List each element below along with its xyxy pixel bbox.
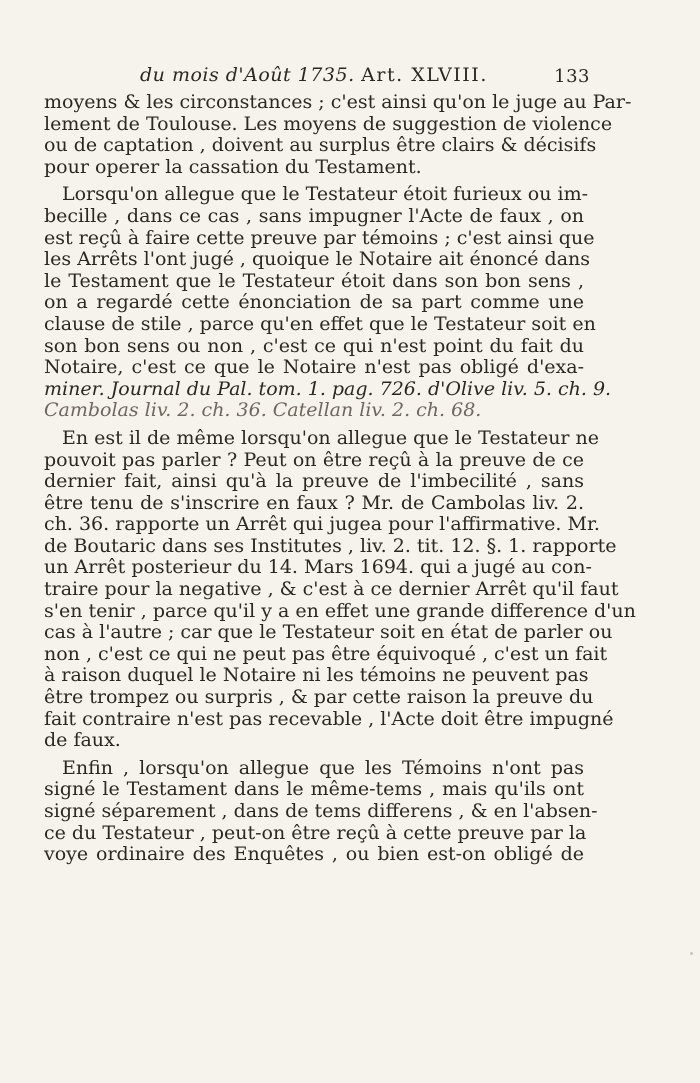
text-line: les Arrêts l'ont jugé , quoique le Notaire ait énoncé dans: [44, 248, 591, 271]
page-header: [140, 64, 590, 92]
page-speck: [690, 952, 693, 955]
text-line: traire pour la negative , & c'est à ce dernier Arrêt qu'il faut: [44, 578, 619, 601]
text-line: moyens & les circonstances ; c'est ainsi qu'on le juge au Par-: [44, 91, 632, 113]
paragraph-2: [44, 183, 612, 422]
text-line: Enfin , lorsqu'on allegue que les Témoins n'ont pas: [62, 756, 584, 779]
page-body: [44, 91, 636, 872]
text-line: à raison duquel le Notaire ni les témoins ne peuvent pas: [44, 664, 589, 687]
text-line: est reçû à faire cette preuve par témoins ; c'est ainsi que: [44, 226, 595, 249]
text-line: de faux.: [44, 729, 121, 752]
text-line: ch. 36. rapporte un Arrêt qui jugea pour l'affirmative. Mr.: [44, 513, 600, 536]
text-line: En est il de même lorsqu'on allegue que le Testateur ne: [62, 426, 600, 449]
text-line: un Arrêt posterieur du 14. Mars 1694. qui a jugé au con-: [44, 556, 592, 579]
text-line: être tenu de s'inscrire en faux ? Mr. de Cambolas liv. 2.: [44, 491, 584, 514]
text-line: de Boutaric dans ses Institutes , liv. 2. tit. 12. §. 1. rapporte: [44, 534, 617, 557]
page-number: 133: [554, 66, 590, 87]
text-line: voye ordinaire des Enquêtes , ou bien est-on obligé de: [44, 843, 584, 866]
text-line: Lorsqu'on allegue que le Testateur étoit furieux ou im-: [62, 183, 589, 206]
article-number: Art. XLVIII.: [361, 64, 488, 86]
running-head: du mois d'Août 1735. Art. XLVIII.: [140, 64, 488, 86]
text-line: miner. Journal du Pal. tom. 1. pag. 726. d'Olive liv. 5. ch. 9.: [44, 377, 612, 400]
text-line: pouvoit pas parler ? Peut on être reçû à la preuve de ce: [44, 448, 584, 471]
text-line: clause de stile , parce qu'en effet que le Testateur soit en: [44, 312, 596, 335]
text-line: Cambolas liv. 2. ch. 36. Catellan liv. 2. ch. 68.: [44, 399, 482, 422]
text-line: becille , dans ce cas , sans impugner l'Acte de faux , on: [44, 204, 584, 227]
text-line: ce du Testateur , peut-on être reçû à cette preuve par la: [44, 821, 587, 844]
text-line: Notaire, c'est ce que le Notaire n'est pas obligé d'exa-: [44, 356, 584, 379]
text-line: signé séparement , dans de tems differens , & en l'absen-: [44, 800, 598, 822]
text-line: ou de captation , doivent au surplus être clairs & décisifs: [44, 134, 597, 157]
text-line: lement de Toulouse. Les moyens de suggestion de violence: [44, 112, 613, 135]
text-line: être trompez ou surpris , & par cette raison la preuve du: [44, 686, 594, 709]
paragraph-4: [44, 756, 598, 866]
text-line: s'en tenir , parce qu'il y a en effet une grande difference d'un: [44, 599, 636, 622]
paragraph-3: [44, 426, 636, 752]
paragraph-1: [44, 91, 632, 178]
text-line: le Testament que le Testateur étoit dans son bon sens ,: [44, 269, 584, 292]
text-line: pour operer la cassation du Testament.: [44, 155, 422, 178]
text-line: non , c'est ce qui ne peut pas être équivoqué , c'est un fait: [44, 642, 608, 665]
text-line: cas à l'autre ; car que le Testateur soit en état de parler ou: [44, 621, 613, 644]
text-line: son bon sens ou non , c'est ce qui n'est point du fait du: [44, 334, 584, 357]
text-line: signé le Testament dans le même-tems , mais qu'ils ont: [44, 778, 584, 801]
text-line: on a regardé cette énonciation de sa part comme une: [44, 291, 584, 314]
text-line: fait contraire n'est pas recevable , l'Acte doit être impugné: [44, 707, 614, 730]
text-line: dernier fait, ainsi qu'à la preuve de l'imbecilité , sans: [44, 470, 584, 493]
